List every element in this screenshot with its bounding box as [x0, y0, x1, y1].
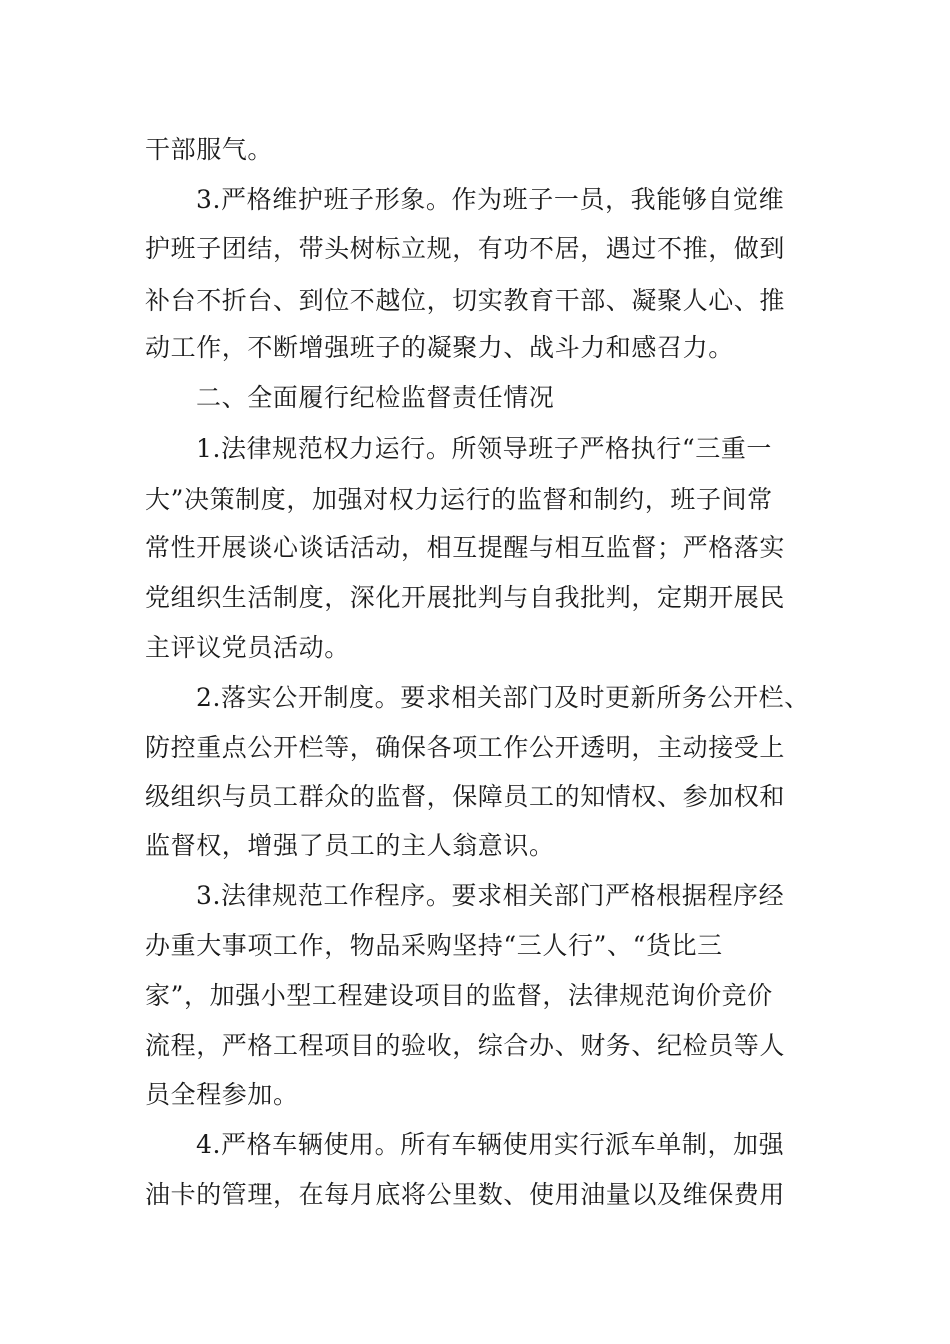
paragraph-line: 油卡的管理，在每月底将公里数、使用油量以及维保费用	[145, 1180, 786, 1209]
paragraph-line: 3.严格维护班子形象。作为班子一员，我能够自觉维	[196, 185, 785, 214]
paragraph-line: 动工作，不断增强班子的凝聚力、战斗力和感召力。	[145, 333, 734, 362]
paragraph-line: 2.落实公开制度。要求相关部门及时更新所务公开栏、	[196, 683, 810, 712]
paragraph-line: 级组织与员工群众的监督，保障员工的知情权、参加权和	[145, 782, 786, 811]
paragraph-line: 大”决策制度，加强对权力运行的监督和制约，班子间常	[145, 485, 773, 514]
paragraph-line: 主评议党员活动。	[145, 633, 350, 662]
paragraph-line: 党组织生活制度，深化开展批判与自我批判，定期开展民	[145, 583, 786, 612]
paragraph-line: 4.严格车辆使用。所有车辆使用实行派车单制，加强	[196, 1130, 785, 1159]
paragraph-line: 干部服气。	[145, 135, 274, 164]
paragraph-line: 办重大事项工作，物品采购坚持“三人行”、“货比三	[145, 931, 723, 960]
paragraph-line: 员全程参加。	[145, 1080, 299, 1109]
section-heading: 二、全面履行纪检监督责任情况	[196, 383, 555, 412]
paragraph-line: 3.法律规范工作程序。要求相关部门严格根据程序经	[196, 881, 785, 910]
paragraph-line: 监督权，增强了员工的主人翁意识。	[145, 831, 555, 860]
paragraph-line: 家”，加强小型工程建设项目的监督，法律规范询价竞价	[145, 981, 773, 1010]
paragraph-line: 补台不折台、到位不越位，切实教育干部、凝聚人心、推	[145, 286, 786, 315]
paragraph-line: 流程，严格工程项目的验收，综合办、财务、纪检员等人	[145, 1031, 786, 1060]
paragraph-line: 常性开展谈心谈话活动，相互提醒与相互监督；严格落实	[145, 533, 786, 562]
paragraph-line: 防控重点公开栏等，确保各项工作公开透明，主动接受上	[145, 733, 786, 762]
paragraph-line: 护班子团结，带头树标立规，有功不居，遇过不推，做到	[145, 234, 786, 263]
paragraph-line: 1.法律规范权力运行。所领导班子严格执行“三重一	[196, 434, 773, 463]
